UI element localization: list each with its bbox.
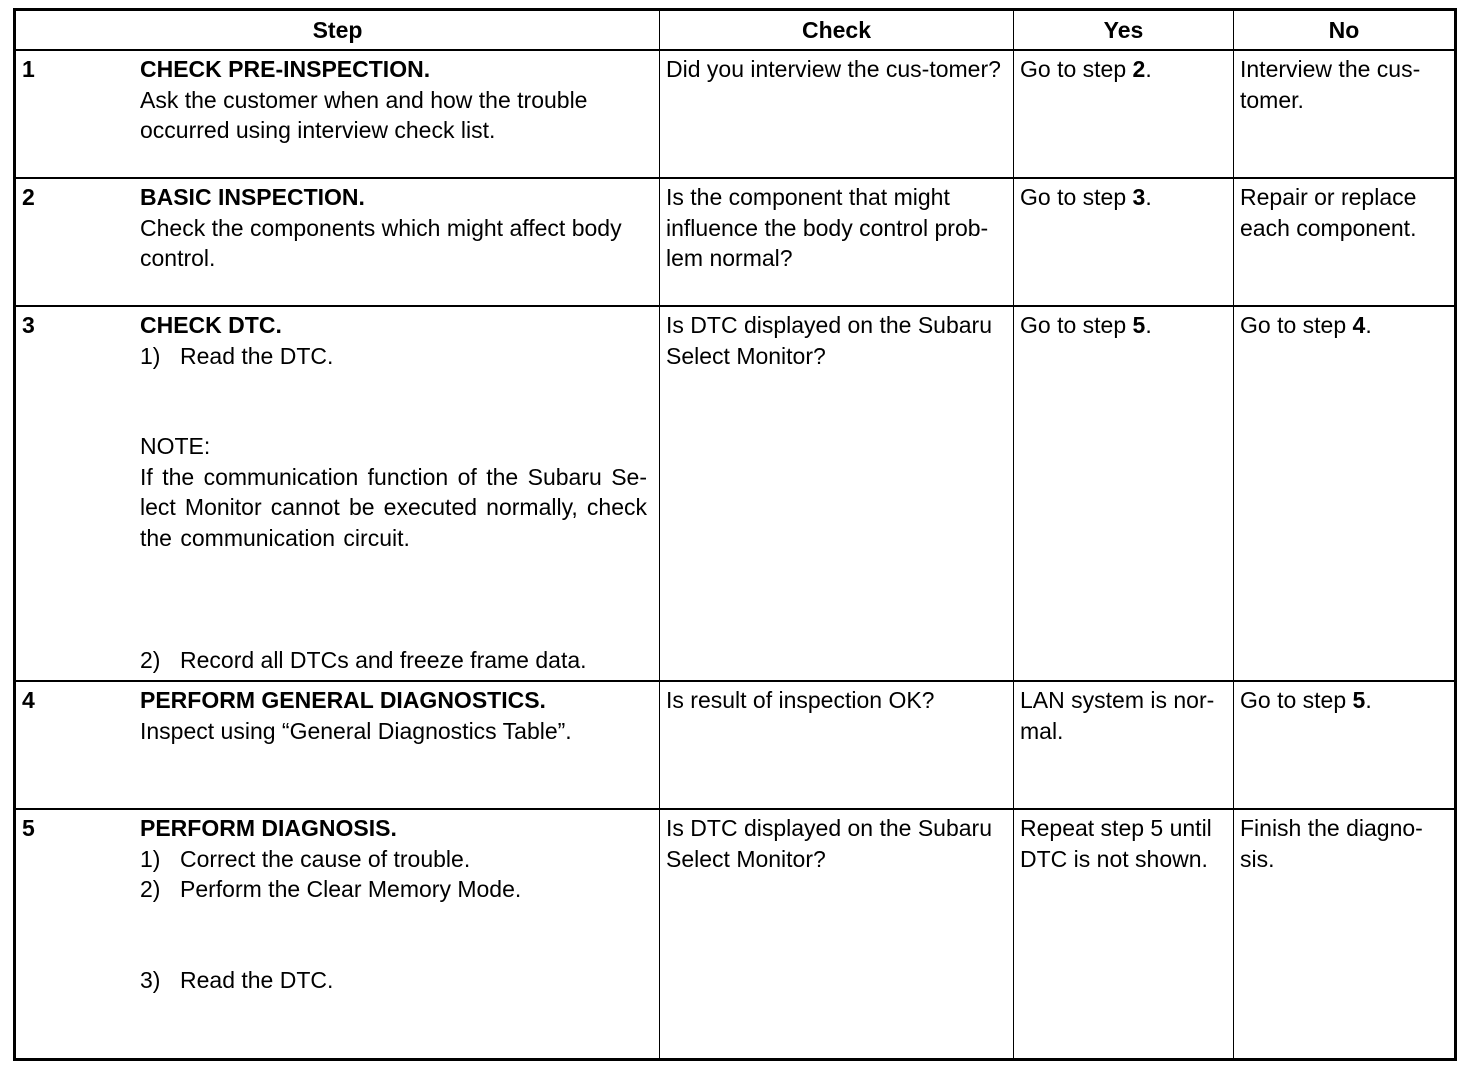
check-cell: Is the component that might influence the body control prob-lem normal? xyxy=(660,178,1014,306)
check-cell: Is DTC displayed on the Subaru Select Monitor? xyxy=(660,306,1014,681)
no-suffix: . xyxy=(1365,312,1372,338)
step-text: Check the components which might affect body control. xyxy=(140,214,622,271)
no-text: Go to step xyxy=(1240,687,1353,713)
note-label: NOTE: xyxy=(140,433,211,459)
step-title: CHECK DTC. xyxy=(140,312,282,338)
list-item xyxy=(140,965,647,996)
check-cell: Is DTC displayed on the Subaru Select Monitor? xyxy=(660,809,1014,1059)
step-cell xyxy=(15,178,660,306)
list-item xyxy=(140,844,647,875)
step-title: PERFORM DIAGNOSIS. xyxy=(140,815,397,841)
step-number: 4 xyxy=(22,687,35,713)
diagnostic-table xyxy=(13,8,1457,1061)
no-cell: Repair or replace each component. xyxy=(1234,178,1456,306)
table-row xyxy=(15,306,1456,681)
list-item xyxy=(140,645,647,676)
yes-step-ref: 2 xyxy=(1132,56,1146,82)
step-cell xyxy=(15,50,660,178)
yes-cell: Repeat step 5 until DTC is not shown. xyxy=(1014,809,1234,1059)
yes-cell xyxy=(1014,50,1234,178)
step-number: 5 xyxy=(22,815,35,841)
yes-cell xyxy=(1014,306,1234,681)
step-cell xyxy=(15,681,660,809)
table-row xyxy=(15,681,1456,809)
item-number: 3) xyxy=(140,966,161,993)
yes-suffix: . xyxy=(1145,312,1152,338)
item-text: Correct the cause of trouble. xyxy=(180,845,471,872)
no-step-ref: 4 xyxy=(1352,312,1366,338)
yes-cell: LAN system is nor-mal. xyxy=(1014,681,1234,809)
item-text: Read the DTC. xyxy=(180,966,334,993)
check-cell: Did you interview the cus-tomer? xyxy=(660,50,1014,178)
step-cell xyxy=(15,809,660,1059)
item-text: Record all DTCs and freeze frame data. xyxy=(180,647,587,673)
list-item xyxy=(140,341,647,372)
list-item xyxy=(140,874,647,905)
yes-text: Go to step xyxy=(1020,312,1133,338)
item-number: 1) xyxy=(140,342,161,369)
yes-text: Go to step xyxy=(1020,184,1133,210)
step-title: PERFORM GENERAL DIAGNOSTICS. xyxy=(140,687,546,713)
no-cell: Interview the cus-tomer. xyxy=(1234,50,1456,178)
yes-suffix: . xyxy=(1145,184,1152,210)
table-row xyxy=(15,809,1456,1059)
table-row xyxy=(15,178,1456,306)
header-row xyxy=(15,10,1456,51)
item-number: 1) xyxy=(140,845,161,872)
step-number: 1 xyxy=(22,56,35,82)
no-step-ref: 5 xyxy=(1352,687,1366,713)
item-number: 2) xyxy=(140,647,161,673)
step-cell xyxy=(15,306,660,681)
item-number: 2) xyxy=(140,876,161,902)
note-text: If the communication function of the Subaru Se-lect Monitor cannot be executed normally, check the communication circuit. xyxy=(140,463,647,551)
step-title: CHECK PRE-INSPECTION. xyxy=(140,56,431,82)
step-number: 3 xyxy=(22,312,35,338)
item-text: Read the DTC. xyxy=(180,342,334,369)
header-check: Check xyxy=(660,10,1014,51)
header-step: Step xyxy=(15,10,660,51)
check-cell: Is result of inspection OK? xyxy=(660,681,1014,809)
no-text: Go to step xyxy=(1240,312,1353,338)
header-yes: Yes xyxy=(1014,10,1234,51)
table-row xyxy=(15,50,1456,178)
no-cell: Finish the diagno-sis. xyxy=(1234,809,1456,1059)
no-suffix: . xyxy=(1365,687,1372,713)
yes-suffix: . xyxy=(1145,56,1152,82)
step-text: Inspect using “General Diagnostics Table”. xyxy=(140,717,572,744)
yes-cell xyxy=(1014,178,1234,306)
step-title: BASIC INSPECTION. xyxy=(140,184,365,210)
no-cell xyxy=(1234,681,1456,809)
no-cell xyxy=(1234,306,1456,681)
item-text: Perform the Clear Memory Mode. xyxy=(180,876,522,902)
header-no: No xyxy=(1234,10,1456,51)
step-number: 2 xyxy=(22,184,35,210)
step-text: Ask the customer when and how the trouble occurred using interview check list. xyxy=(140,86,588,143)
yes-step-ref: 5 xyxy=(1132,312,1146,338)
yes-step-ref: 3 xyxy=(1132,184,1146,210)
yes-text: Go to step xyxy=(1020,56,1133,82)
